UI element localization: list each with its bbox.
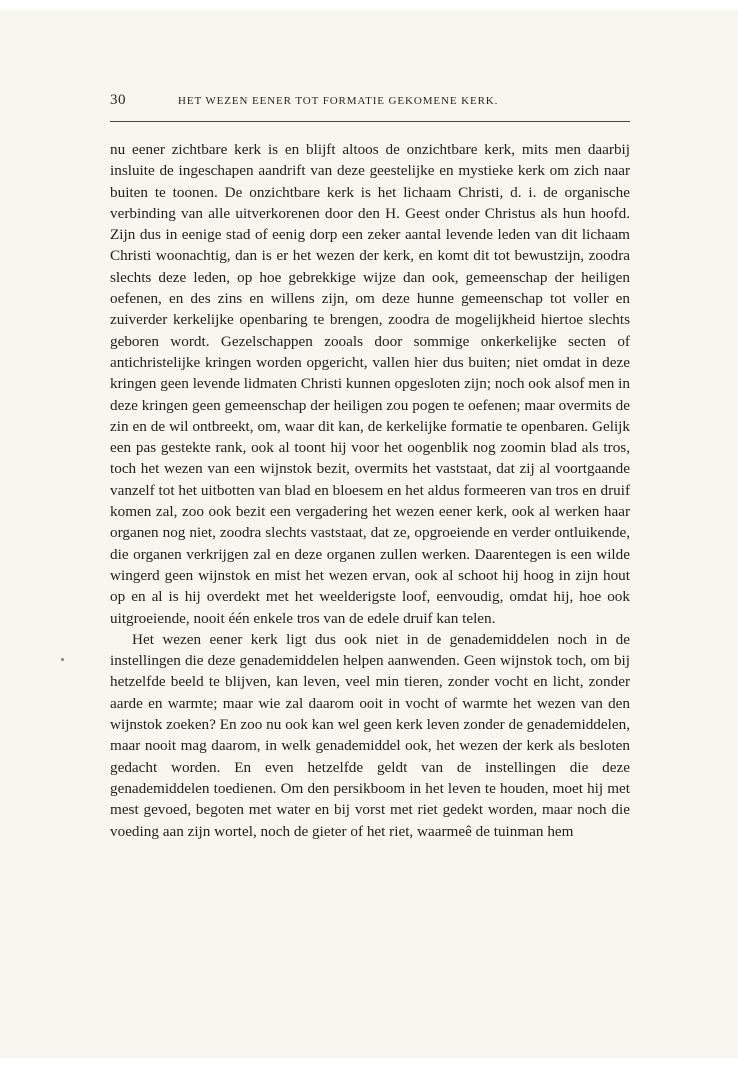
running-title: HET WEZEN EENER TOT FORMATIE GEKOMENE KERK. [178,95,499,107]
header-rule [110,121,630,122]
paragraph-2: Het wezen eener kerk ligt dus ook niet in de genademiddelen noch in de instellingen die deze genademiddelen helpen aanwenden. Geen wijnstok toch, om bij hetzelfde beeld te blijven, kan leven, veel min tieren, zonder vocht en licht, zonder aarde en warmte; maar wie zal daarom ooit in vocht of warmte het wezen van den wijnstok zoeken? En zoo nu ook kan wel geen kerk leven zonder de genademiddelen, maar nooit mag daarom, in welk genademiddel ook, het wezen der kerk als besloten gedacht worden. En even hetzelfde geldt van de instellingen die deze genademiddelen toedienen. Om den persikboom in het leven te houden, moet hij met mest gevoed, begoten met water en bij vorst met riet gedekt worden, maar noch die voeding aan zijn wortel, noch de gieter of het riet, waarmeê de tuinman hem [110,630,630,840]
margin-mark [61,658,64,661]
paragraph-1: nu eener zichtbare kerk is en blijft altoos de onzichtbare kerk, mits men daarbij insluite de ingeschapen aandrift van deze geestelijke en mystieke kerk om zich naar buiten te toonen. De onzichtbare kerk is het lichaam Christi, d. i. de organische verbinding van alle uitverkorenen door den H. Geest onder Christus als hun hoofd. Zijn dus in eenige stad of eenig dorp een zeker aantal levende leden van dit lichaam Christi woonachtig, dan is er het wezen der kerk, en komt dit tot bewustzijn, zoodra slechts deze leden, op hoe gebrekkige wijze dan ook, gemeenschap der heiligen oefenen, en des zins en willens zijn, om deze hunne gemeenschap tot voller en zuiverder kerkelijke openbaring te brengen, zoodra de mogelijkheid hiertoe slechts geboren wordt. Gezelschappen zooals door sommige onkerkelijke secten of antichristelijke kringen worden opgericht, vallen hier dus buiten; niet omdat in deze kringen geen levende lidmaten Christi kunnen opgesloten zijn; noch ook alsof men in deze kringen geen gemeenschap der heiligen zou pogen te oefenen; maar overmits de zin en de wil ontbreekt, om, waar dit kan, de kerkelijke formatie te openbaren. Gelijk een pas gestekte rank, ook al toont hij voor het oogenblik nog zoomin blad als tros, toch het wezen van een wijnstok bezit, overmits het vaststaat, dat zij al voortgaande vanzelf tot het uitbotten van blad en bloesem en het aldus formeeren van tros en druif komen zal, zoo ook bezit een vergadering het wezen eener kerk, ook al werken haar organen nog niet, zoodra slechts vaststaat, dat ze, opgroeiende en verder ontluikende, die organen verkrijgen zal en deze organen zullen werken. Daarentegen is een wilde wingerd geen wijnstok en mist het wezen ervan, ook al schoot hij hoog in zijn hout op en al is hij overdekt met het weelderigste loof, eenvoudig, omdat hij, hoe ook uitgroeiende, nooit één enkele tros van de edele druif kan telen. [110,141,630,627]
page-header [110,92,630,114]
body-text [110,139,630,842]
page-number: 30 [110,92,126,108]
